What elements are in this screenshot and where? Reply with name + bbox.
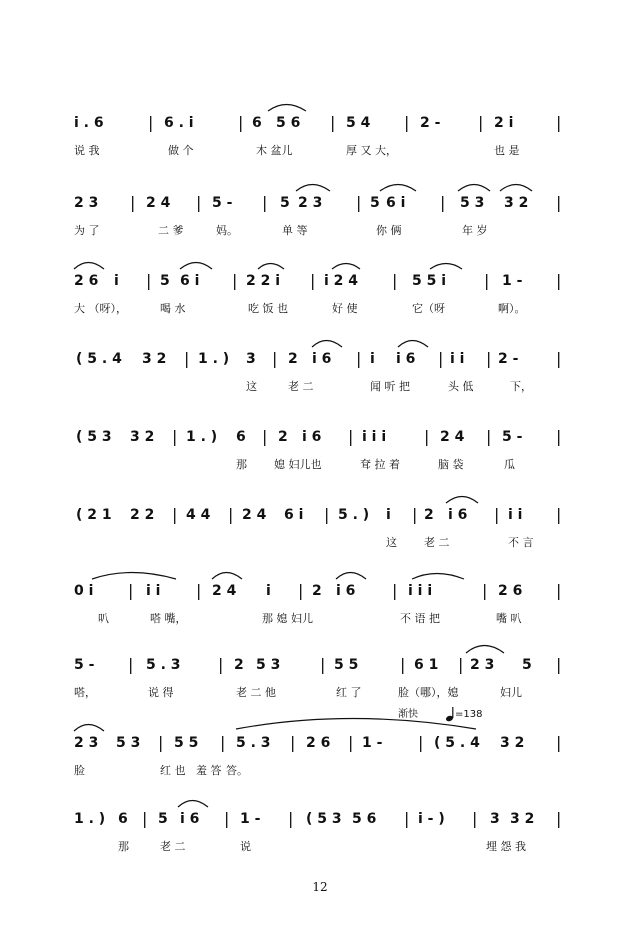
barline: |	[484, 271, 490, 290]
barline: |	[272, 349, 278, 368]
note-group: 6 . i	[164, 115, 194, 131]
lyric: 脑 袋	[438, 458, 464, 471]
note-group: 6	[236, 429, 246, 445]
lyric: 羞 答	[196, 764, 222, 777]
barline: |	[404, 113, 410, 132]
note-group: ( 5 . 4	[434, 735, 480, 751]
note-line	[0, 652, 640, 678]
note-group: ( 2 1	[76, 507, 112, 523]
lyric-line	[0, 762, 640, 780]
barline: |	[438, 349, 444, 368]
barline: |	[224, 809, 230, 828]
barline: |	[412, 505, 418, 524]
lyric: 说	[240, 840, 251, 853]
note-line	[0, 502, 640, 528]
barline: |	[494, 505, 500, 524]
note-group: i 6	[396, 351, 416, 367]
lyric-line	[0, 534, 640, 552]
barline: |	[556, 581, 562, 600]
lyric: 你 俩	[376, 224, 402, 237]
note-line	[0, 730, 640, 756]
lyric: 好 使	[332, 302, 358, 315]
note-group: 5 . 3	[236, 735, 271, 751]
note-group: 6	[252, 115, 262, 131]
note-line	[0, 806, 640, 832]
lyric: 为 了	[74, 224, 100, 237]
lyric: 妈。	[216, 224, 238, 237]
lyric: 那 媳 妇儿	[262, 612, 313, 625]
note-group: 3 2	[510, 811, 535, 827]
note-group: 2 i	[494, 115, 514, 131]
lyric: 叭	[98, 612, 109, 625]
note-group: 5 5	[174, 735, 199, 751]
barline: |	[392, 271, 398, 290]
barline: |	[148, 113, 154, 132]
lyric: 啊）。	[498, 302, 526, 315]
note-group: 1 . )	[198, 351, 230, 367]
barline: |	[196, 581, 202, 600]
note-group: 6 i	[284, 507, 304, 523]
barline: |	[290, 733, 296, 752]
note-group: i 6	[302, 429, 322, 445]
lyric-line	[0, 378, 640, 396]
lyric: 红 也	[160, 764, 186, 777]
note-group: i - )	[418, 811, 445, 827]
barline: |	[232, 271, 238, 290]
barline: |	[330, 113, 336, 132]
barline: |	[128, 655, 134, 674]
note-group: 2 4	[440, 429, 465, 445]
note-group: i 2 4	[324, 273, 359, 289]
lyric: 厚 又 大，	[346, 144, 397, 157]
barline: |	[184, 349, 190, 368]
score-row-2	[0, 190, 640, 250]
lyric: 也 是	[494, 144, 520, 157]
note-group: 6 1	[414, 657, 439, 673]
note-group: ( 5 3	[76, 429, 112, 445]
barline: |	[128, 581, 134, 600]
note-group: 5	[370, 195, 380, 211]
note-group: 5	[160, 273, 170, 289]
score-row-3	[0, 268, 640, 328]
barline: |	[348, 733, 354, 752]
barline: |	[556, 427, 562, 446]
note-group: 5 . 3	[146, 657, 181, 673]
note-line	[0, 346, 640, 372]
barline: |	[392, 581, 398, 600]
note-group: 5 6	[276, 115, 301, 131]
lyric: 那	[118, 840, 129, 853]
barline: |	[472, 809, 478, 828]
barline: |	[424, 427, 430, 446]
note-group: 2 3	[74, 735, 99, 751]
note-group: 3 2	[130, 429, 155, 445]
note-group: 5	[522, 657, 532, 673]
note-group: i i i	[362, 429, 387, 445]
lyric: 嗒 嘴，	[150, 612, 187, 625]
note-group: 5 3	[116, 735, 141, 751]
lyric: 脸（哪），媳	[398, 686, 459, 699]
barline: |	[228, 505, 234, 524]
lyric: 耷 拉 着	[360, 458, 400, 471]
lyric-line	[0, 610, 640, 628]
barline: |	[172, 427, 178, 446]
barline: |	[486, 349, 492, 368]
lyric-line	[0, 684, 640, 702]
page-number: 12	[312, 880, 328, 894]
note-group: i 6	[180, 811, 200, 827]
note-line	[0, 424, 640, 450]
note-group: 3 2	[500, 735, 525, 751]
barline: |	[478, 113, 484, 132]
barline: |	[310, 271, 316, 290]
note-group: 5 -	[212, 195, 233, 211]
note-group: i	[266, 583, 271, 599]
barline: |	[440, 193, 446, 212]
score-row-8	[0, 652, 640, 712]
barline: |	[356, 193, 362, 212]
barline: |	[348, 427, 354, 446]
lyric: 大 （呀），	[74, 302, 127, 315]
note-group: 2	[278, 429, 288, 445]
note-group: 5 3	[256, 657, 281, 673]
note-group: 5	[280, 195, 290, 211]
lyric: 嗒，	[74, 686, 96, 699]
note-group: 2	[234, 657, 244, 673]
note-group: 4 4	[186, 507, 211, 523]
note-group: 2 6	[74, 273, 99, 289]
barline: |	[262, 193, 268, 212]
lyric: 木 盆儿	[256, 144, 293, 157]
barline: |	[262, 427, 268, 446]
barline: |	[218, 655, 224, 674]
barline: |	[324, 505, 330, 524]
note-group: i i	[450, 351, 465, 367]
lyric: 说 得	[148, 686, 174, 699]
lyric: 老 二 他	[236, 686, 276, 699]
lyric: 红 了	[336, 686, 362, 699]
note-group: 2 3	[298, 195, 323, 211]
note-group: 5 -	[502, 429, 523, 445]
note-group: i 6	[336, 583, 356, 599]
barline: |	[418, 733, 424, 752]
barline: |	[556, 349, 562, 368]
lyric: 说 我	[74, 144, 100, 157]
lyric: 嘴 叭	[496, 612, 522, 625]
barline: |	[356, 349, 362, 368]
lyric: 答。	[226, 764, 248, 777]
barline: |	[556, 655, 562, 674]
note-group: ( 5 . 4	[76, 351, 122, 367]
lyric: 不 语 把	[400, 612, 440, 625]
note-group: 2 2	[130, 507, 155, 523]
note-group: 5	[158, 811, 168, 827]
lyric: 那	[236, 458, 247, 471]
tempo-text: 渐快	[398, 709, 418, 720]
lyric: 二 爹	[158, 224, 184, 237]
note-group: 1 -	[362, 735, 383, 751]
note-group: 3	[490, 811, 500, 827]
barline: |	[288, 809, 294, 828]
barline: |	[320, 655, 326, 674]
lyric: 这	[246, 380, 257, 393]
lyric: 闻 听 把	[370, 380, 410, 393]
lyric: 单 等	[282, 224, 308, 237]
lyric-line	[0, 838, 640, 856]
barline: |	[486, 427, 492, 446]
note-group: 2 6	[498, 583, 523, 599]
note-group: 5 5	[334, 657, 359, 673]
note-group: 2 3	[74, 195, 99, 211]
barline: |	[556, 193, 562, 212]
note-group: 2 -	[420, 115, 441, 131]
barline: |	[400, 655, 406, 674]
note-group: 3	[246, 351, 256, 367]
note-group: 2 4	[212, 583, 237, 599]
note-group: 0 i	[74, 583, 94, 599]
lyric: 老 二	[288, 380, 314, 393]
note-group: i i i	[408, 583, 433, 599]
note-group: 2 4	[242, 507, 267, 523]
note-group: 2	[288, 351, 298, 367]
score-row-4	[0, 346, 640, 406]
note-group: 2 4	[146, 195, 171, 211]
barline: |	[556, 809, 562, 828]
lyric: 瓜	[504, 458, 515, 471]
lyric: 不 言	[508, 536, 534, 549]
note-group: i i	[508, 507, 523, 523]
lyric: 老 二	[424, 536, 450, 549]
lyric: 喝 水	[160, 302, 186, 315]
note-group: i	[370, 351, 375, 367]
note-group: 6 i	[180, 273, 200, 289]
note-group: 1 -	[240, 811, 261, 827]
note-group: i . 6	[74, 115, 104, 131]
note-group: i	[386, 507, 391, 523]
score-row-9	[0, 730, 640, 790]
barline: |	[142, 809, 148, 828]
note-line	[0, 110, 640, 136]
barline: |	[146, 271, 152, 290]
note-group: ( 5 3	[306, 811, 342, 827]
note-group: 5 6	[352, 811, 377, 827]
note-group: 2 -	[498, 351, 519, 367]
note-group: 1 -	[502, 273, 523, 289]
barline: |	[158, 733, 164, 752]
tempo-value: =138	[455, 709, 483, 720]
lyric: 这	[386, 536, 397, 549]
note-group: 5 4	[346, 115, 371, 131]
lyric: 埋 怨 我	[486, 840, 526, 853]
barline: |	[172, 505, 178, 524]
score-row-7	[0, 578, 640, 638]
barline: |	[404, 809, 410, 828]
barline: |	[196, 193, 202, 212]
lyric-line	[0, 222, 640, 240]
note-group: 2 2 i	[246, 273, 281, 289]
barline: |	[556, 505, 562, 524]
note-group: 3 2	[504, 195, 529, 211]
lyric: 妇儿	[500, 686, 522, 699]
note-group: i i	[146, 583, 161, 599]
barline: |	[556, 271, 562, 290]
lyric-line	[0, 142, 640, 160]
note-group: 6	[118, 811, 128, 827]
lyric: 脸	[74, 764, 85, 777]
lyric: 做 个	[168, 144, 194, 157]
note-group: 5 5 i	[412, 273, 447, 289]
note-group: 6 i	[386, 195, 406, 211]
score-row-6	[0, 502, 640, 562]
note-line	[0, 190, 640, 216]
note-group: 1 . )	[186, 429, 218, 445]
note-group: 5 3	[460, 195, 485, 211]
lyric-line	[0, 300, 640, 318]
note-line	[0, 578, 640, 604]
note-group: 2	[424, 507, 434, 523]
barline: |	[556, 733, 562, 752]
lyric: 吃 饭 也	[248, 302, 288, 315]
score-row-1	[0, 110, 640, 170]
lyric: 它（呀	[412, 302, 445, 315]
lyric: 老 二	[160, 840, 186, 853]
note-group: 5 -	[74, 657, 95, 673]
lyric: 年 岁	[462, 224, 488, 237]
barline: |	[556, 113, 562, 132]
note-group: 2 6	[306, 735, 331, 751]
barline: |	[130, 193, 136, 212]
barline: |	[458, 655, 464, 674]
barline: |	[220, 733, 226, 752]
note-group: i	[114, 273, 119, 289]
note-group: i 6	[448, 507, 468, 523]
note-line	[0, 268, 640, 294]
lyric-line	[0, 456, 640, 474]
barline: |	[238, 113, 244, 132]
lyric: 下，	[510, 380, 532, 393]
score-row-5	[0, 424, 640, 484]
lyric: 头 低	[448, 380, 474, 393]
note-group: 2 3	[470, 657, 495, 673]
note-group: 2	[312, 583, 322, 599]
note-group: 1 . )	[74, 811, 106, 827]
barline: |	[482, 581, 488, 600]
note-group: i 6	[312, 351, 332, 367]
barline: |	[298, 581, 304, 600]
lyric: 媳 妇儿也	[274, 458, 322, 471]
note-group: 5 . )	[338, 507, 370, 523]
note-group: 3 2	[142, 351, 167, 367]
score-row-10	[0, 806, 640, 866]
